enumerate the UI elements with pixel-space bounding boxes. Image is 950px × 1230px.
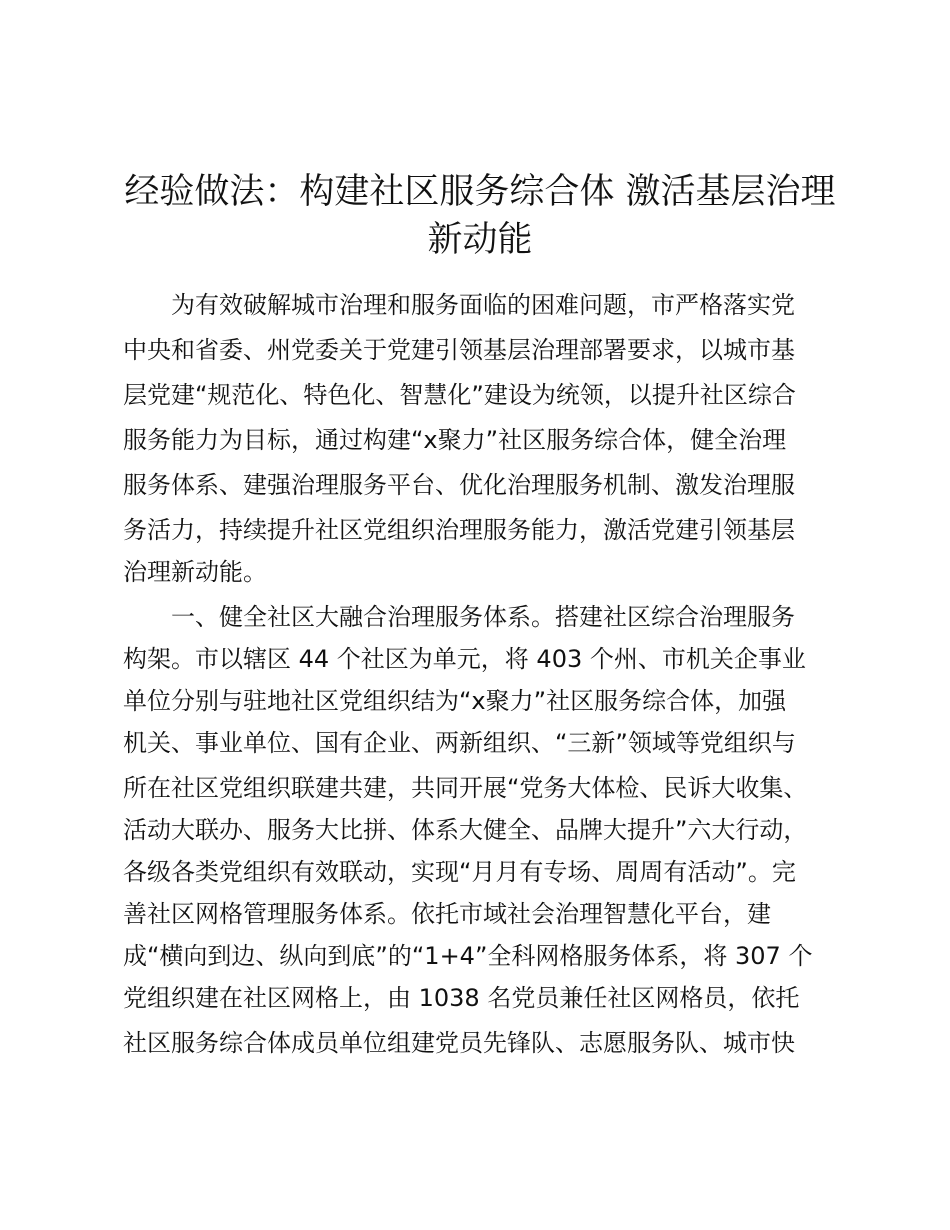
paragraph-2-line-9: 成“横向到边、纵向到底”的“1+4”全科网格服务体系，将 307 个 [123,942,813,970]
title-line-2: 新动能 [427,220,533,260]
paragraph-2-line-5: 所在社区党组织联建共建，共同开展“党务大体检、民诉大收集、 [123,774,808,802]
paragraph-1-line-3: 层党建“规范化、特色化、智慧化”建设为统领，以提升社区综合 [123,381,796,409]
title-line-1: 经验做法：构建社区服务综合体 激活基层治理 [124,172,836,212]
paragraph-2-line-10: 党组织建在社区网格上，由 1038 名党员兼任社区网格员，依托 [123,984,800,1012]
paragraph-2-line-6: 活动大联办、服务大比拼、体系大健全、品牌大提升”六大行动， [123,816,808,844]
paragraph-2-line-7: 各级各类党组织有效联动，实现“月月有专场、周周有活动”。完 [123,858,796,886]
paragraph-2-line-4: 机关、事业单位、国有企业、两新组织、“三新”领域等党组织与 [123,729,796,757]
paragraph-2-line-11: 社区服务综合体成员单位组建党员先锋队、志愿服务队、城市快 [123,1029,795,1057]
paragraph-2-line-1: 一、健全社区大融合治理服务体系。搭建社区综合治理服务 [171,603,795,631]
paragraph-2-line-2: 构架。市以辖区 44 个社区为单元，将 403 个州、市机关企事业 [123,645,806,673]
paragraph-1-line-7: 治理新动能。 [123,558,267,586]
paragraph-1-line-4: 服务能力为目标，通过构建“x聚力”社区服务综合体，健全治理 [123,426,787,454]
document-title [100,168,860,264]
paragraph-1-line-5: 服务体系、建强治理服务平台、优化治理服务机制、激发治理服 [123,471,795,499]
paragraph-1-line-2: 中央和省委、州党委关于党建引领基层治理部署要求，以城市基 [123,336,795,364]
paragraph-2-line-3: 单位分别与驻地社区党组织结为“x聚力”社区服务综合体，加强 [123,687,787,715]
paragraph-1-line-6: 务活力，持续提升社区党组织治理服务能力，激活党建引领基层 [123,516,795,544]
paragraph-2-line-8: 善社区网格管理服务体系。依托市域社会治理智慧化平台，建 [123,900,771,928]
paragraph-1-line-1: 为有效破解城市治理和服务面临的困难问题，市严格落实党 [171,291,795,319]
